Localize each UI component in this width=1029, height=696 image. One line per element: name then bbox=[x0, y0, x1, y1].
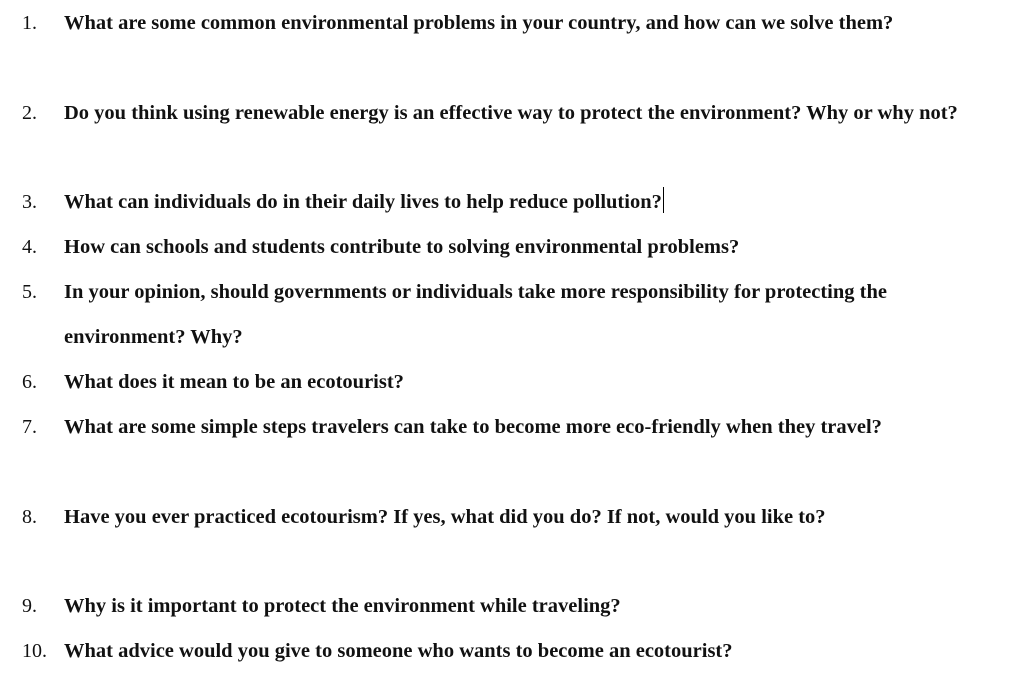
question-number: 4. bbox=[22, 236, 37, 258]
text-cursor bbox=[663, 187, 665, 213]
question-number: 7. bbox=[22, 416, 37, 438]
question-text: What are some common environmental problems in your country, and how can we solve them? bbox=[64, 12, 894, 34]
question-text: How can schools and students contribute to solving environmental problems? bbox=[64, 236, 740, 258]
question-text: Do you think using renewable energy is an effective way to protect the environment? Why or why not? bbox=[64, 102, 958, 124]
question-number: 10. bbox=[22, 640, 47, 662]
question-number: 8. bbox=[22, 506, 37, 528]
question-text: What are some simple steps travelers can take to become more eco-friendly when they travel? bbox=[64, 416, 882, 438]
question-number: 9. bbox=[22, 595, 37, 617]
question-text: What advice would you give to someone who wants to become an ecotourist? bbox=[64, 640, 733, 662]
question-number: 3. bbox=[22, 191, 37, 213]
question-number: 1. bbox=[22, 12, 37, 34]
question-number: 5. bbox=[22, 281, 37, 303]
question-text: In your opinion, should governments or individuals take more responsibility for protecting the environment? Why? bbox=[64, 281, 887, 348]
question-text: Have you ever practiced ecotourism? If yes, what did you do? If not, would you like to? bbox=[64, 506, 826, 528]
question-text-line bbox=[64, 180, 1009, 225]
question-text: Why is it important to protect the environment while traveling? bbox=[64, 595, 621, 617]
question-number: 2. bbox=[22, 102, 37, 124]
question-text: What can individuals do in their daily lives to help reduce pollution? bbox=[64, 191, 662, 213]
question-number: 6. bbox=[22, 371, 37, 393]
question-text: What does it mean to be an ecotourist? bbox=[64, 371, 404, 393]
